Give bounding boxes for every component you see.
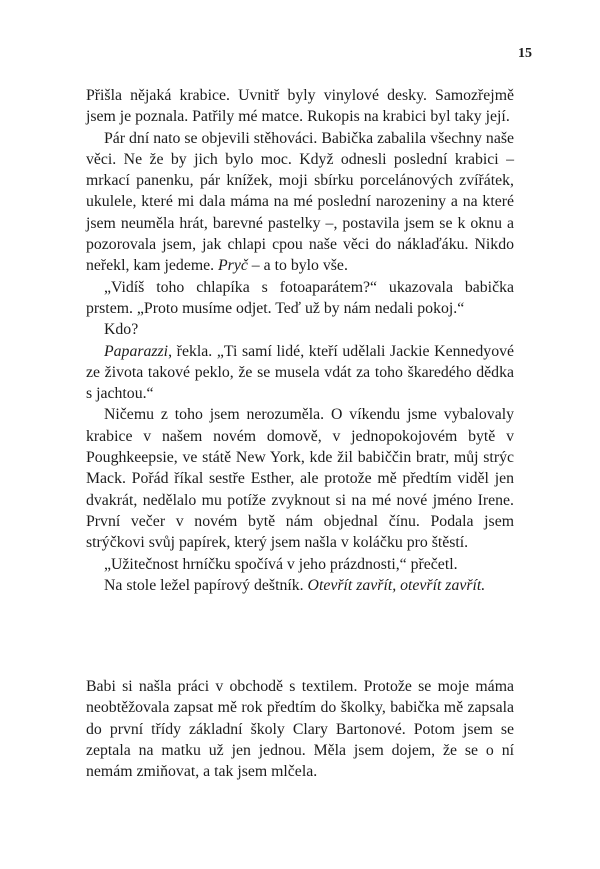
- page-number: 15: [518, 46, 532, 61]
- text-run: „Užitečnost hrníčku spočívá v jeho prázdnosti,“ přečetl.: [104, 555, 458, 573]
- paragraph: [86, 676, 514, 782]
- paragraph: [86, 85, 514, 128]
- text-run: , řekla. „Ti samí lidé, kteří udělali Jackie Kennedyové ze života takové peklo, že se musela vdát za toho škaredého dědka s jachtou.“: [86, 342, 514, 403]
- text-run: – a to bylo vše.: [247, 257, 348, 275]
- paragraph: [86, 128, 514, 277]
- text-run: Babi si našla práci v obchodě s textilem. Protože se moje máma neobtěžovala zapsat mě rok předtím do školky, babička mě zapsala do první třídy základní školy Clary Bartonové. Potom jsem se zeptala na matku už jen jednou. Měla jsem dojem, že se o ní nemám zmiňovat, a tak jsem mlčela.: [86, 678, 514, 781]
- italic-text: Otevřít zavřít, otevřít zavřít.: [307, 576, 486, 594]
- text-run: „Vidíš toho chlapíka s fotoaparátem?“ ukazovala babička prstem. „Proto musíme odjet. Teď už by nám nedali pokoj.“: [86, 278, 514, 317]
- section-one-text: [86, 85, 514, 596]
- paragraph: [86, 319, 514, 340]
- text-run: Pár dní nato se objevili stěhováci. Babička zabalila všechny naše věci. Ne že by jich bylo moc. Když odnesli poslední krabici – mrkací panenku, pár knížek, moji sbírku porcelánových zvířátek, ukulele, které mi dala máma na mé poslední narozeniny a na které jsem neuměla hrát, barevné pastelky –, postavila jsem se k oknu a pozorovala jsem, jak chlapi cpou naše věci do náklaďáku. Nikdo neřekl, kam jedeme.: [86, 129, 514, 275]
- text-run: Ničemu z toho jsem nerozuměla. O víkendu jsme vybalovaly krabice v našem novém domově, v jednopokojovém bytě v Poughkeepsie, ve státě New York, kde žil babiččin bratr, můj strýc Mack. Pořád říkal sestře Esther, ale protože mě předtím viděl jen dvakrát, nedělalo mu potíže zvyknout si na mé nové jméno Irene. První večer v novém bytě nám objednal čínu. Podala jsem strýčkovi svůj papírek, který jsem našla v koláčku pro štěstí.: [86, 406, 514, 552]
- paragraph: [86, 575, 514, 596]
- section-two-text: [86, 676, 514, 782]
- italic-text: Paparazzi: [104, 342, 169, 360]
- italic-text: Pryč: [218, 257, 248, 275]
- text-run: Na stole ležel papírový deštník.: [104, 576, 308, 594]
- paragraph: [86, 277, 514, 320]
- paragraph: [86, 341, 514, 405]
- paragraph: [86, 554, 514, 575]
- text-run: Přišla nějaká krabice. Uvnitř byly vinylové desky. Samozřejmě jsem je poznala. Patřily mé matce. Rukopis na krabici byl taky její.: [86, 87, 514, 126]
- paragraph: [86, 404, 514, 553]
- text-run: Kdo?: [104, 321, 139, 339]
